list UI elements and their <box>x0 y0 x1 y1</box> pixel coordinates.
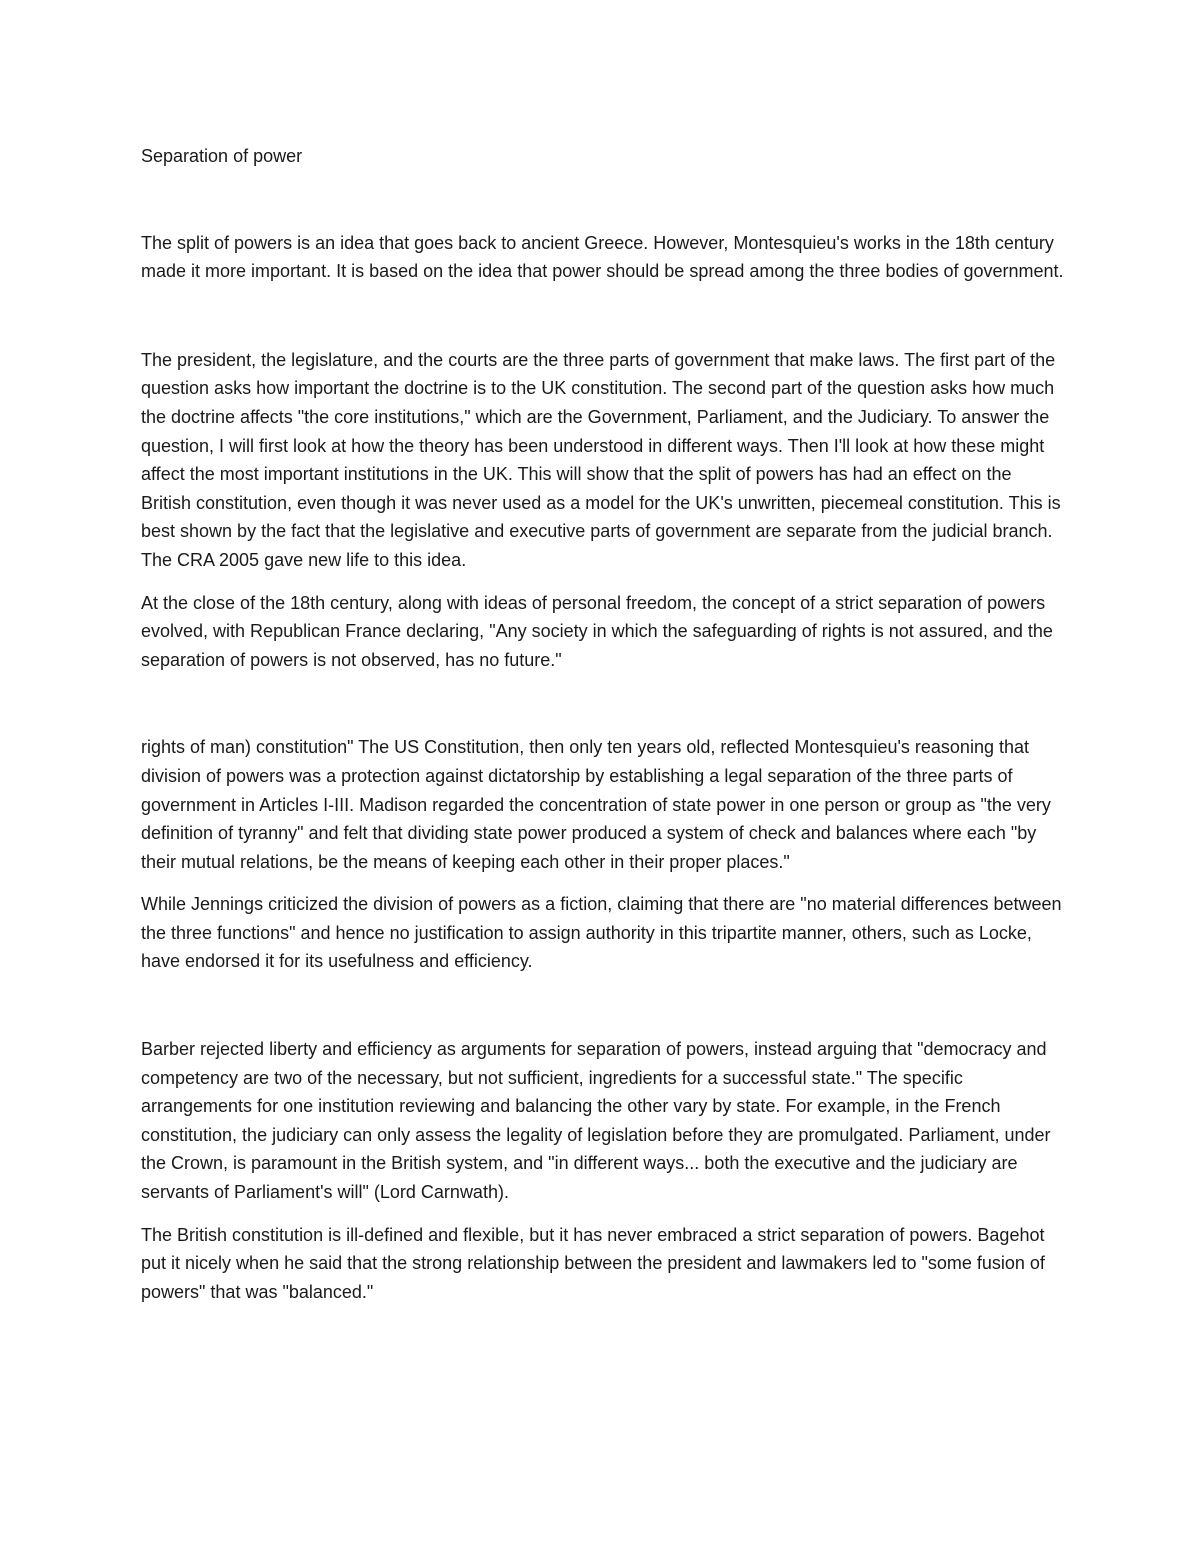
spacer <box>141 976 1066 1035</box>
spacer <box>141 286 1066 346</box>
document-body <box>141 142 1066 1306</box>
paragraph-18th-century: At the close of the 18th century, along with ideas of personal freedom, the concept of a strict separation of powers evolved, with Republican France declaring, "Any society in which the safeguarding of rights is not assured, and the separation of powers is not observed, has no future." <box>141 592 1053 670</box>
paragraph-jennings: While Jennings criticized the division of powers as a fiction, claiming that there are "no material differences between the three functions" and hence no justification to assign authority in this tripartite manner, others, such as Locke, have endorsed it for its usefulness and efficiency. <box>141 894 1062 972</box>
spacer <box>141 674 1066 733</box>
paragraph-barber: Barber rejected liberty and efficiency as arguments for separation of powers, instead arguing that "democracy and competency are two of the necessary, but not sufficient, ingredients for a successful state." The specific arrangements for one institution reviewing and balancing the other vary by state. For example, in the French constitution, the judiciary can only assess the legality of legislation before they are promulgated. Parliament, under the Crown, is paramount in the British system, and "in different ways... both the executive and the judiciary are servants of Parliament's will" (Lord Carnwath). <box>141 1039 1051 1203</box>
paragraph-core-institutions: The president, the legislature, and the courts are the three parts of government that make laws. The first part of the question asks how important the doctrine is to the UK constitution. The second part of the question asks how much the doctrine affects "the core institutions," which are the Government, Parliament, and the Judiciary. To answer the question, I will first look at how the theory has been understood in different ways. Then I'll look at how these might affect the most important institutions in the UK. This will show that the split of powers has had an effect on the British constitution, even though it was never used as a model for the UK's unwritten, piecemeal constitution. This is best shown by the fact that the legislative and executive parts of government are separate from the judicial branch. The CRA 2005 gave new life to this idea. <box>141 349 1061 570</box>
paragraph-us-constitution: rights of man) constitution" The US Constitution, then only ten years old, reflected Montesquieu's reasoning that division of powers was a protection against dictatorship by establishing a legal separation of the three parts of government in Articles I-III. Madison regarded the concentration of state power in one person or group as "the very definition of tyranny" and felt that dividing state power produced a system of check and balances where each "by their mutual relations, be the means of keeping each other in their proper places." <box>141 737 1051 872</box>
paragraph-intro: The split of powers is an idea that goes back to ancient Greece. However, Montesquieu's works in the 18th century made it more important. It is based on the idea that power should be spread among the three bodies of government. <box>141 232 1064 282</box>
paragraph-british-constitution: The British constitution is ill-defined and flexible, but it has never embraced a strict separation of powers. Bagehot put it nicely when he said that the strong relationship between the president and lawmakers led to "some fusion of powers" that was "balanced." <box>141 1224 1045 1302</box>
spacer <box>141 171 1066 229</box>
spacer <box>141 575 1066 589</box>
spacer <box>141 1207 1066 1221</box>
document-title: Separation of power <box>141 146 303 166</box>
spacer <box>141 876 1066 890</box>
